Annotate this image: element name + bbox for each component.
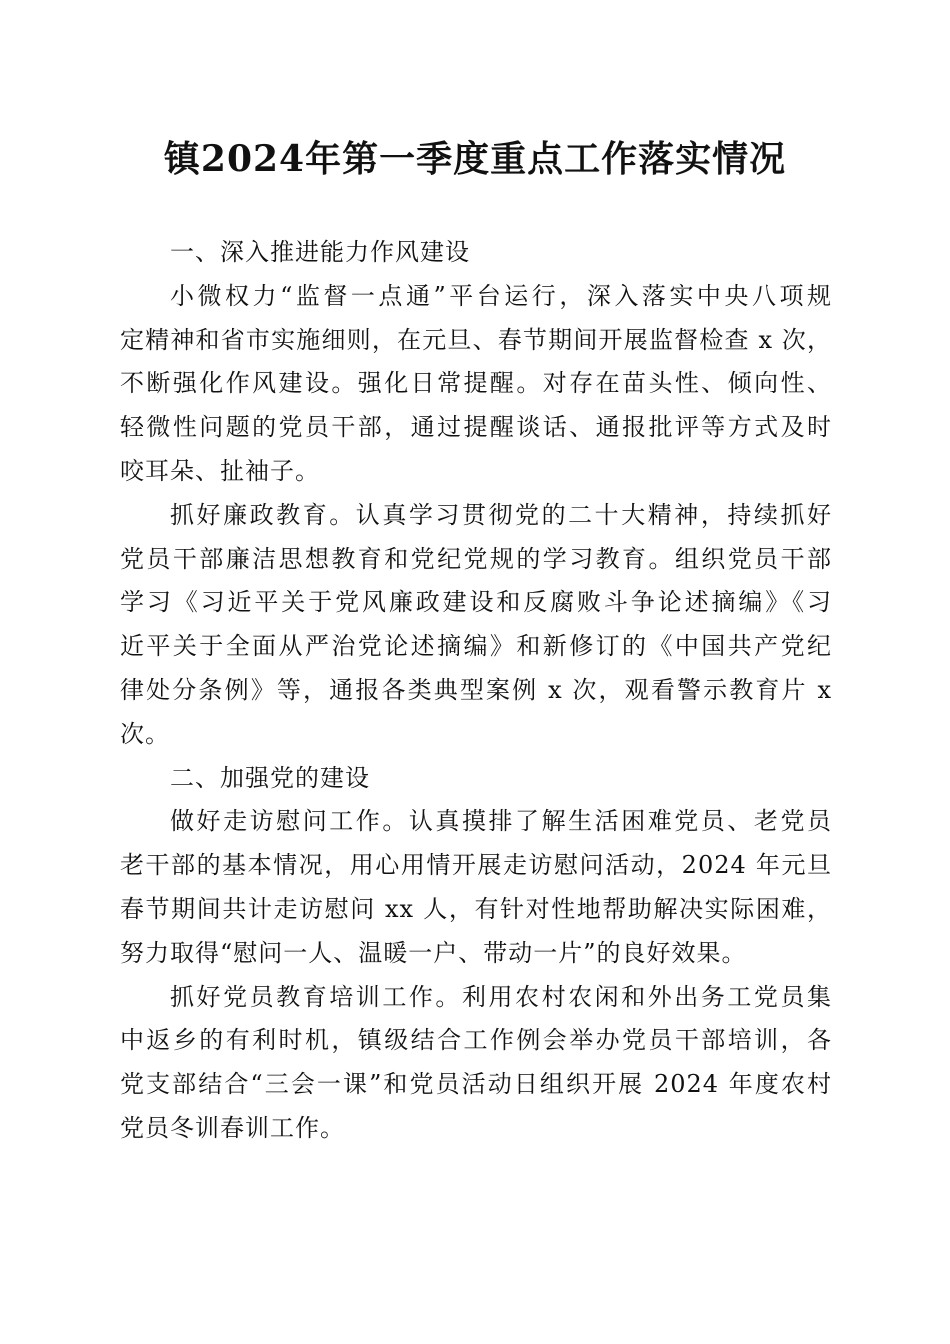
document-body bbox=[120, 231, 832, 1151]
paragraph-line: 党支部结合“三会一课”和党员活动日组织开展 2024 年度农村 bbox=[120, 1070, 832, 1099]
paragraph-line: 党员干部廉洁思想教育和党纪党规的学习教育。组织党员干部 bbox=[120, 544, 832, 573]
paragraph-line: 小微权力“监督一点通”平台运行，深入落实中央八项规 bbox=[170, 281, 832, 310]
paragraph-line: 次。 bbox=[120, 719, 170, 748]
paragraph-line: 学习《习近平关于党风廉政建设和反腐败斗争论述摘编》《习 bbox=[120, 588, 832, 617]
paragraph bbox=[120, 275, 832, 494]
paragraph bbox=[120, 976, 832, 1151]
paragraph-line: 努力取得“慰问一人、温暖一户、带动一片”的良好效果。 bbox=[120, 938, 747, 967]
section-heading: 二、加强党的建设 bbox=[170, 763, 370, 792]
section-heading: 一、深入推进能力作风建设 bbox=[170, 238, 470, 266]
paragraph-line: 近平关于全面从严治党论述摘编》和新修订的《中国共产党纪 bbox=[120, 632, 832, 661]
paragraph bbox=[120, 800, 832, 975]
document-title: 镇2024年第一季度重点工作落实情况 bbox=[163, 138, 787, 180]
paragraph-line: 老干部的基本情况，用心用情开展走访慰问活动，2024 年元旦 bbox=[120, 851, 832, 880]
paragraph-line: 抓好廉政教育。认真学习贯彻党的二十大精神，持续抓好 bbox=[170, 500, 832, 529]
paragraph-line: 中返乡的有利时机，镇级结合工作例会举办党员干部培训，各 bbox=[120, 1026, 832, 1055]
paragraph-line: 咬耳朵、扯袖子。 bbox=[120, 456, 320, 485]
paragraph-line: 定精神和省市实施细则，在元旦、春节期间开展监督检查 x 次， bbox=[120, 325, 832, 354]
paragraph-line: 党员冬训春训工作。 bbox=[120, 1113, 345, 1142]
paragraph-line: 做好走访慰问工作。认真摸排了解生活困难党员、老党员 bbox=[170, 807, 832, 836]
paragraph-line: 抓好党员教育培训工作。利用农村农闲和外出务工党员集 bbox=[170, 982, 832, 1011]
paragraph-line: 春节期间共计走访慰问 xx 人，有针对性地帮助解决实际困难， bbox=[120, 894, 832, 923]
paragraph-line: 律处分条例》等，通报各类典型案例 x 次，观看警示教育片 x bbox=[120, 675, 832, 704]
paragraph-line: 不断强化作风建设。强化日常提醒。对存在苗头性、倾向性、 bbox=[120, 369, 832, 398]
paragraph bbox=[120, 494, 832, 757]
paragraph-line: 轻微性问题的党员干部，通过提醒谈话、通报批评等方式及时 bbox=[120, 413, 832, 442]
